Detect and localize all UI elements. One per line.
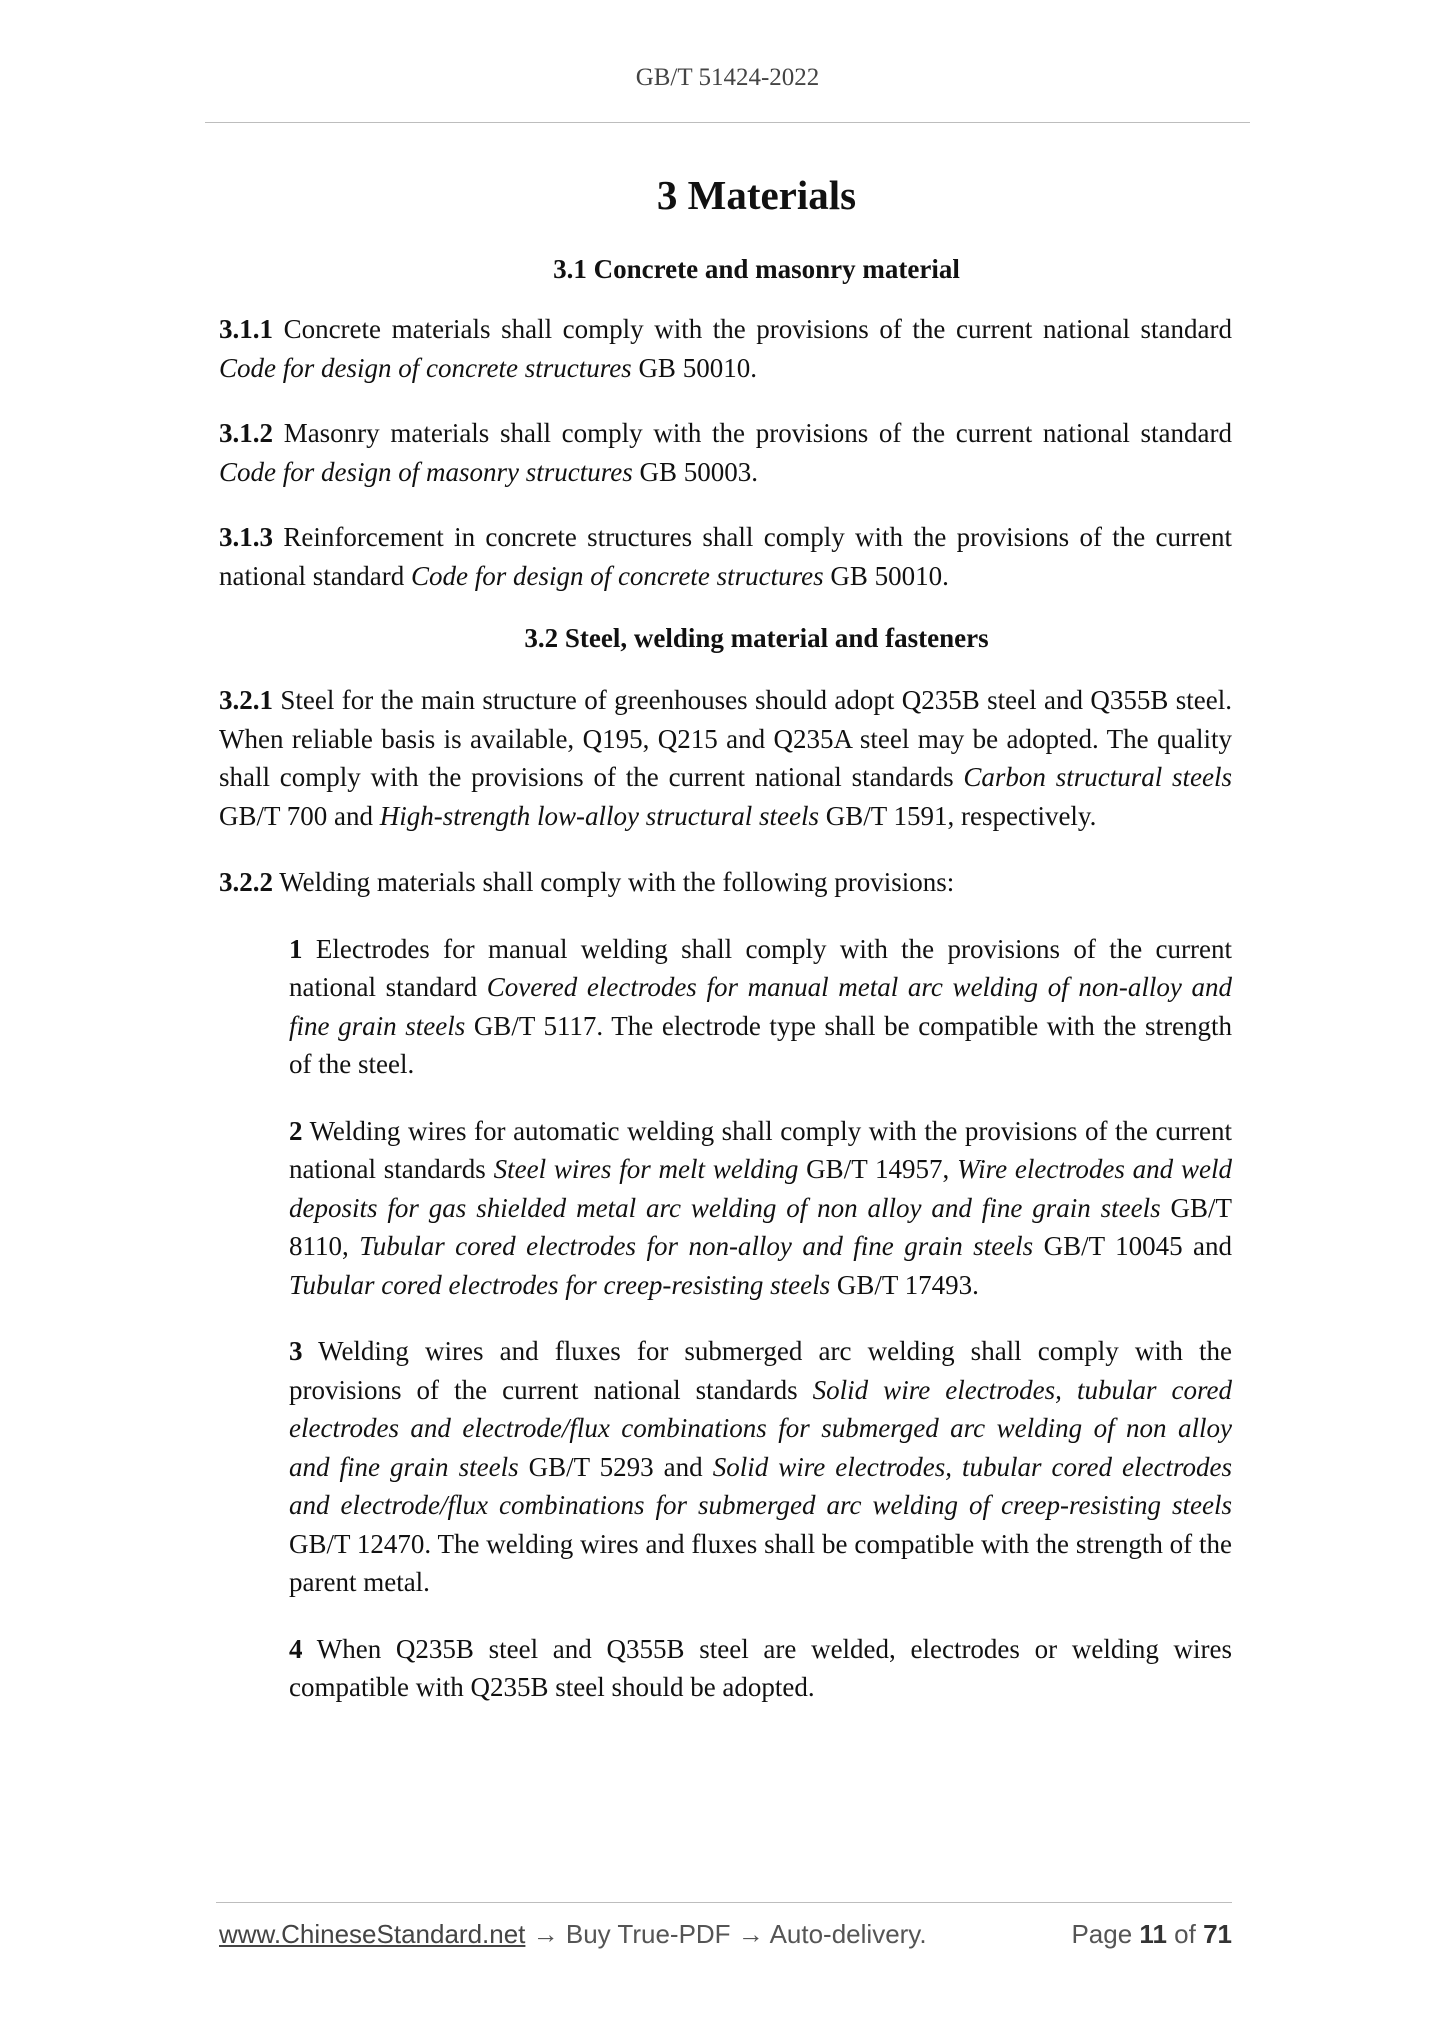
- item-number: 2: [289, 1115, 303, 1146]
- clause-number: 3.2.2: [219, 867, 273, 897]
- clause-3-1-1: 3.1.1 Concrete materials shall comply with the provisions of the current national standard Code for design of concrete structures GB 50010.: [219, 314, 1232, 383]
- section-title-3-2: 3.2 Steel, welding material and fasteners: [524, 623, 989, 653]
- list-item-2: 2 Welding wires for automatic welding shall comply with the provisions of the current national standards Steel wires for melt welding GB/T 14957, Wire electrodes and weld deposits for gas shielded metal arc welding of non alloy and fine grain steels GB/T 8110, Tubular cored electrodes for non-alloy and fine grain steels GB/T 10045 and Tubular cored electrodes for creep-resisting steels GB/T 17493.: [289, 1115, 1233, 1300]
- footer-promo: [219, 1919, 927, 1950]
- footer-divider: [216, 1902, 1232, 1903]
- item-number: 3: [289, 1336, 303, 1366]
- item-number: 1: [289, 933, 303, 964]
- section-title-3-1: 3.1 Concrete and masonry material: [553, 254, 960, 284]
- clause-3-1-2: 3.1.2 Masonry materials shall comply with the provisions of the current national standard Code for design of masonry structures GB 50003.: [219, 418, 1232, 487]
- chapter-title: 3 Materials: [656, 172, 857, 218]
- clause-number: 3.1.1: [219, 314, 273, 344]
- page-header: GB/T 51424-2022: [635, 64, 820, 91]
- item-number: 4: [289, 1633, 303, 1664]
- clause-3-2-1: 3.2.1 Steel for the main structure of greenhouses should adopt Q235B steel and Q355B steel. When reliable basis is available, Q195, Q215 and Q235A steel may be adopted. The quality shall comply with the provisions of the current national standards Carbon structural steels GB/T 700 and High-strength low-alloy structural steels GB/T 1591, respectively.: [219, 685, 1232, 831]
- footer-tagline: → Buy True-PDF → Auto-delivery.: [525, 1919, 927, 1949]
- clause-3-2-2: 3.2.2 Welding materials shall comply with the following provisions:: [219, 867, 955, 897]
- page-body: [219, 165, 1232, 1707]
- list-item-3: 3 Welding wires and fluxes for submerged arc welding shall comply with the provisions of the current national standards Solid wire electrodes, tubular cored electrodes and electrode/flux combinations for submerged arc welding of non alloy and fine grain steels GB/T 5293 and Solid wire electrodes, tubular cored electrodes and electrode/flux combinations for submerged arc welding of creep-resisting steels GB/T 12470. The welding wires and fluxes shall be compatible with the strength of the parent metal.: [289, 1336, 1232, 1597]
- current-page-number: 11: [1139, 1919, 1167, 1949]
- page-indicator: Page 11 of 71: [1071, 1919, 1232, 1949]
- list-item-4: 4 When Q235B steel and Q355B steel are welded, electrodes or welding wires compatible with Q235B steel should be adopted.: [289, 1633, 1233, 1702]
- clause-number: 3.1.3: [219, 522, 273, 552]
- page-footer: [219, 1919, 1232, 1953]
- header-divider: [205, 122, 1250, 123]
- total-page-count: 71: [1203, 1919, 1232, 1949]
- clause-number: 3.1.2: [219, 418, 273, 448]
- website-link[interactable]: www.ChineseStandard.net: [219, 1919, 526, 1949]
- clause-number: 3.2.1: [219, 685, 273, 715]
- clause-3-1-3: 3.1.3 Reinforcement in concrete structures shall comply with the provisions of the current national standard Code for design of concrete structures GB 50010.: [219, 522, 1233, 591]
- list-item-1: 1 Electrodes for manual welding shall comply with the provisions of the current national standard Covered electrodes for manual metal arc welding of non-alloy and fine grain steels GB/T 5117. The electrode type shall be compatible with the strength of the steel.: [289, 933, 1233, 1079]
